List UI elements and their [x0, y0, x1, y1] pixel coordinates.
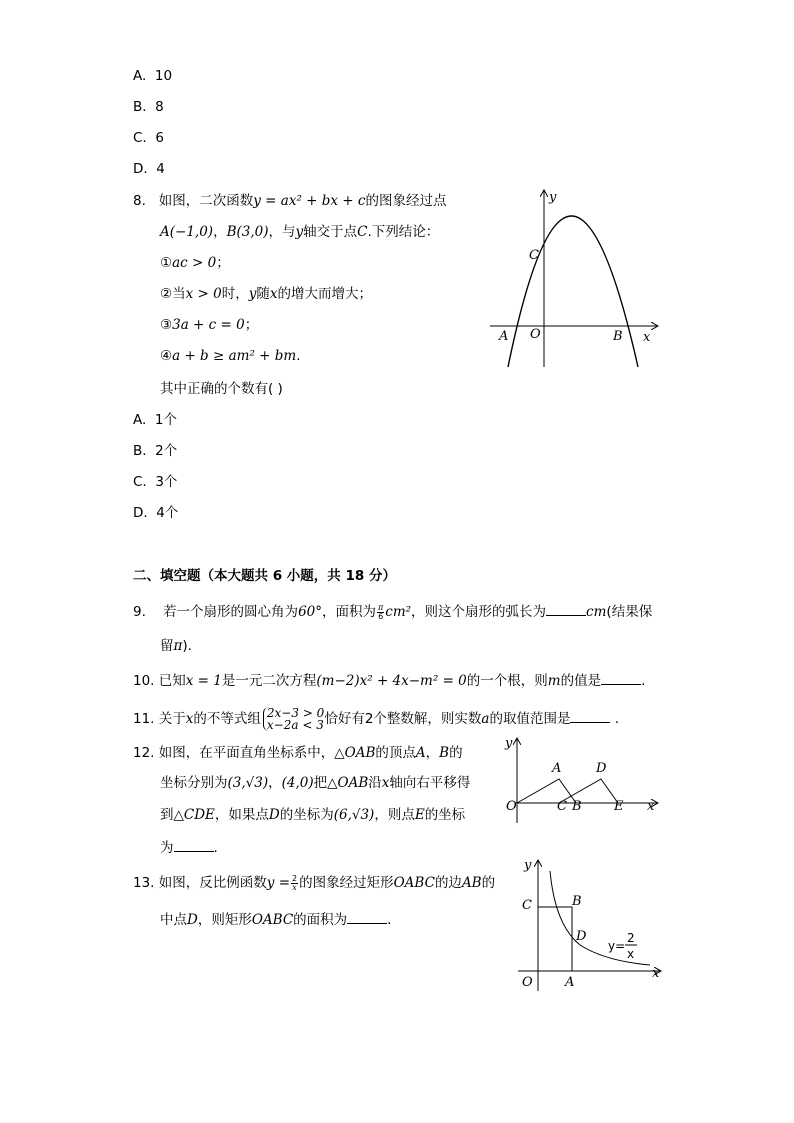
q13-answer-blank[interactable] — [347, 910, 387, 924]
q12-label-e: E — [614, 799, 624, 814]
q12-label-d: D — [596, 761, 607, 776]
q13-label-a: A — [565, 975, 575, 990]
q8-label-b: B — [613, 329, 623, 344]
q8-label-a: A — [499, 329, 509, 344]
q13-function-num: 2 — [627, 931, 635, 945]
q8-option-d: D. 4个 — [133, 505, 179, 521]
q12-line1: 12. 如图，在平面直角坐标系中，△OAB的顶点A，B的 — [133, 745, 463, 761]
q7-option-a: A. 10 — [133, 68, 173, 84]
q12-label-c: C — [557, 799, 567, 814]
q8-statement-3: ③3a + c = 0； — [160, 317, 259, 333]
q8-statement-1: ①ac > 0； — [160, 255, 230, 271]
q11-answer-blank[interactable] — [570, 709, 610, 723]
q12-line3: 到△CDE，如果点D的坐标为(6,√3)，则点E的坐标 — [160, 807, 466, 823]
q9-answer-blank[interactable] — [546, 602, 586, 616]
q9-fraction: $\frac{\pi}{6}$ — [378, 602, 384, 621]
q8-label-x: x — [643, 330, 651, 345]
q9-line1: 9. 若一个扇形的圆心角为60°，面积为 $\frac{\pi}{6}$ cm²，则这个扇形的弧长为 cm(结果保 — [133, 602, 653, 621]
q12-label-y: y — [505, 736, 513, 751]
q13-rectangle-oabc — [538, 907, 572, 971]
q10-line: 10. 已知x = 1是一元二次方程(m−2)x² + 4x−m² = 0的一个根，则m的值是 . — [133, 673, 646, 689]
q12-line2: 坐标分别为(3,√3)，(4,0)把△OAB沿x轴向右平移得 — [160, 775, 471, 791]
q11-line: 11. 关于x的不等式组 2x−3 > 0 x−2a < 3 恰好有2个整数解，则实数a的取值范围是 . — [133, 706, 620, 732]
q7-option-b: B. 8 — [133, 99, 164, 115]
q8-line1: 8. 如图，二次函数y = ax² + bx + c的图象经过点 — [133, 193, 447, 209]
q8-option-c: C. 3个 — [133, 474, 178, 490]
q12-label-x: x — [647, 799, 655, 814]
q8-label-c: C — [529, 248, 539, 263]
q13-line1: 13. 如图，反比例函数y = $\frac{2}{x}$ 的图象经过矩形OABC的边AB的 — [133, 873, 496, 892]
q13-function-den: x — [627, 947, 635, 961]
q13-label-d: D — [576, 929, 587, 944]
q8-statement-2: ②当x > 0时，y随x的增大而增大； — [160, 286, 372, 302]
q13-label-y: y — [524, 858, 532, 873]
q8-label-o: O — [530, 327, 541, 342]
section-title: 二、填空题（本大题共 6 小题，共 18 分） — [133, 568, 396, 584]
q13-label-b: B — [572, 894, 582, 909]
q8-line2: A(−1,0)，B(3,0)，与y轴交于点C.下列结论： — [160, 224, 440, 240]
q13-hyperbola-curve — [550, 871, 650, 965]
q12-label-o: O — [506, 799, 517, 814]
q8-option-a: A. 1个 — [133, 412, 177, 428]
q13-label-o: O — [522, 975, 533, 990]
q8-parabola-curve — [508, 216, 638, 367]
q12-label-a: A — [552, 761, 562, 776]
q12-label-b: B — [572, 799, 582, 814]
q13-label-c: C — [522, 898, 532, 913]
q13-hyperbola-graph — [510, 855, 670, 995]
q7-option-d: D. 4 — [133, 161, 165, 177]
q9-line2: 留π). — [160, 638, 192, 654]
q13-line2: 中点D，则矩形OABC的面积为 . — [160, 912, 392, 928]
q8-option-b: B. 2个 — [133, 443, 178, 459]
q13-label-x: x — [652, 966, 660, 981]
q7-option-c: C. 6 — [133, 130, 164, 146]
q8-statement-4: ④a + b ≥ am² + bm. — [160, 348, 301, 364]
q10-answer-blank[interactable] — [601, 671, 641, 685]
q12-translation-graph — [497, 735, 667, 825]
q8-label-y: y — [549, 190, 557, 205]
q12-line4: 为 . — [160, 840, 218, 856]
q12-triangle-oab — [517, 779, 576, 803]
q13-function-label: y= — [608, 939, 626, 953]
q13-fraction: $\frac{2}{x}$ — [292, 873, 298, 892]
q8-parabola-graph — [485, 185, 665, 375]
q8-ask: 其中正确的个数有( ) — [160, 381, 283, 397]
q12-answer-blank[interactable] — [174, 838, 214, 852]
q11-inequality-system: 2x−3 > 0 x−2a < 3 — [263, 707, 324, 731]
